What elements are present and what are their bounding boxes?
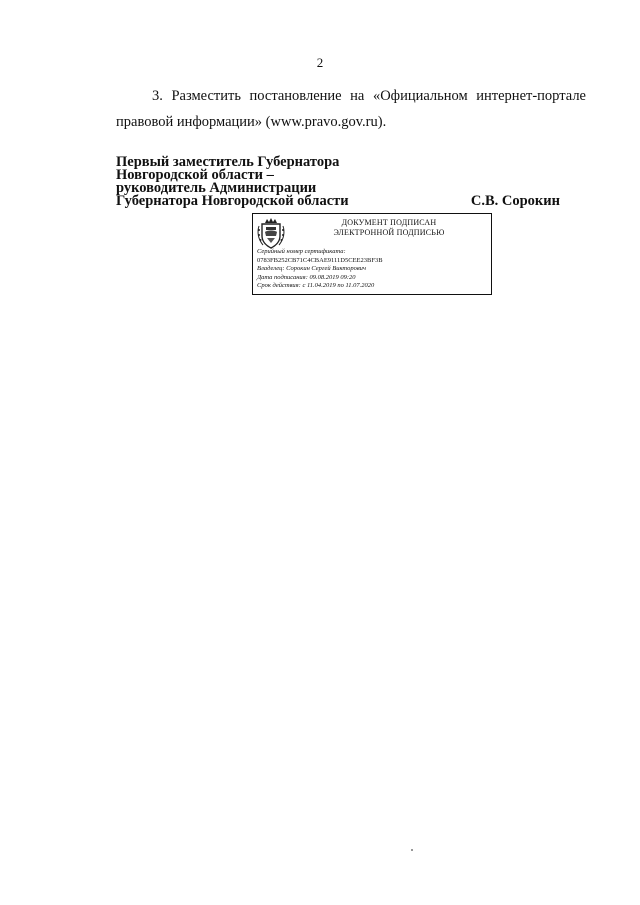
certificate-owner: Владелец: Сорокин Сергей Викторович — [257, 265, 367, 272]
coat-of-arms-icon — [256, 217, 286, 249]
signer-position-line-1: Первый заместитель Губернатора — [116, 154, 340, 170]
signer-position-line-4: Губернатора Новгородской области — [116, 193, 349, 209]
signer-position-line-2: Новгородской области – — [116, 167, 274, 183]
paragraph-3 — [116, 83, 586, 135]
signer-position-line-3: руководитель Администрации — [116, 180, 317, 196]
page-number: 2 — [316, 55, 324, 70]
paragraph-line-1: 3. Разместить постановление на «Официальном интернет-портале — [152, 88, 586, 104]
stamp-title-line-1: ДОКУМЕНТ ПОДПИСАН — [341, 218, 437, 227]
scan-speck — [411, 849, 413, 851]
stamp-details — [257, 248, 383, 291]
paragraph-line-2: правовой информации» (www.pravo.gov.ru). — [116, 114, 387, 130]
signing-date: Дата подписания: 09.08.2019 09:20 — [257, 273, 356, 281]
stamp-title-line-2: ЭЛЕКТРОННОЙ ПОДПИСЬЮ — [333, 228, 445, 237]
signature-block — [116, 156, 560, 208]
stamp-title — [289, 218, 489, 238]
certificate-serial-number: 0783FB252CB71C4CBAE9111D5CEE23BF3B — [257, 256, 383, 264]
certificate-validity: Срок действия: с 11.04.2019 по 11.07.2020 — [257, 282, 375, 289]
certificate-serial-label: Серийный номер сертификата: — [257, 248, 346, 255]
signer-name: С.В. Сорокин — [470, 193, 560, 209]
electronic-signature-stamp — [252, 213, 492, 295]
